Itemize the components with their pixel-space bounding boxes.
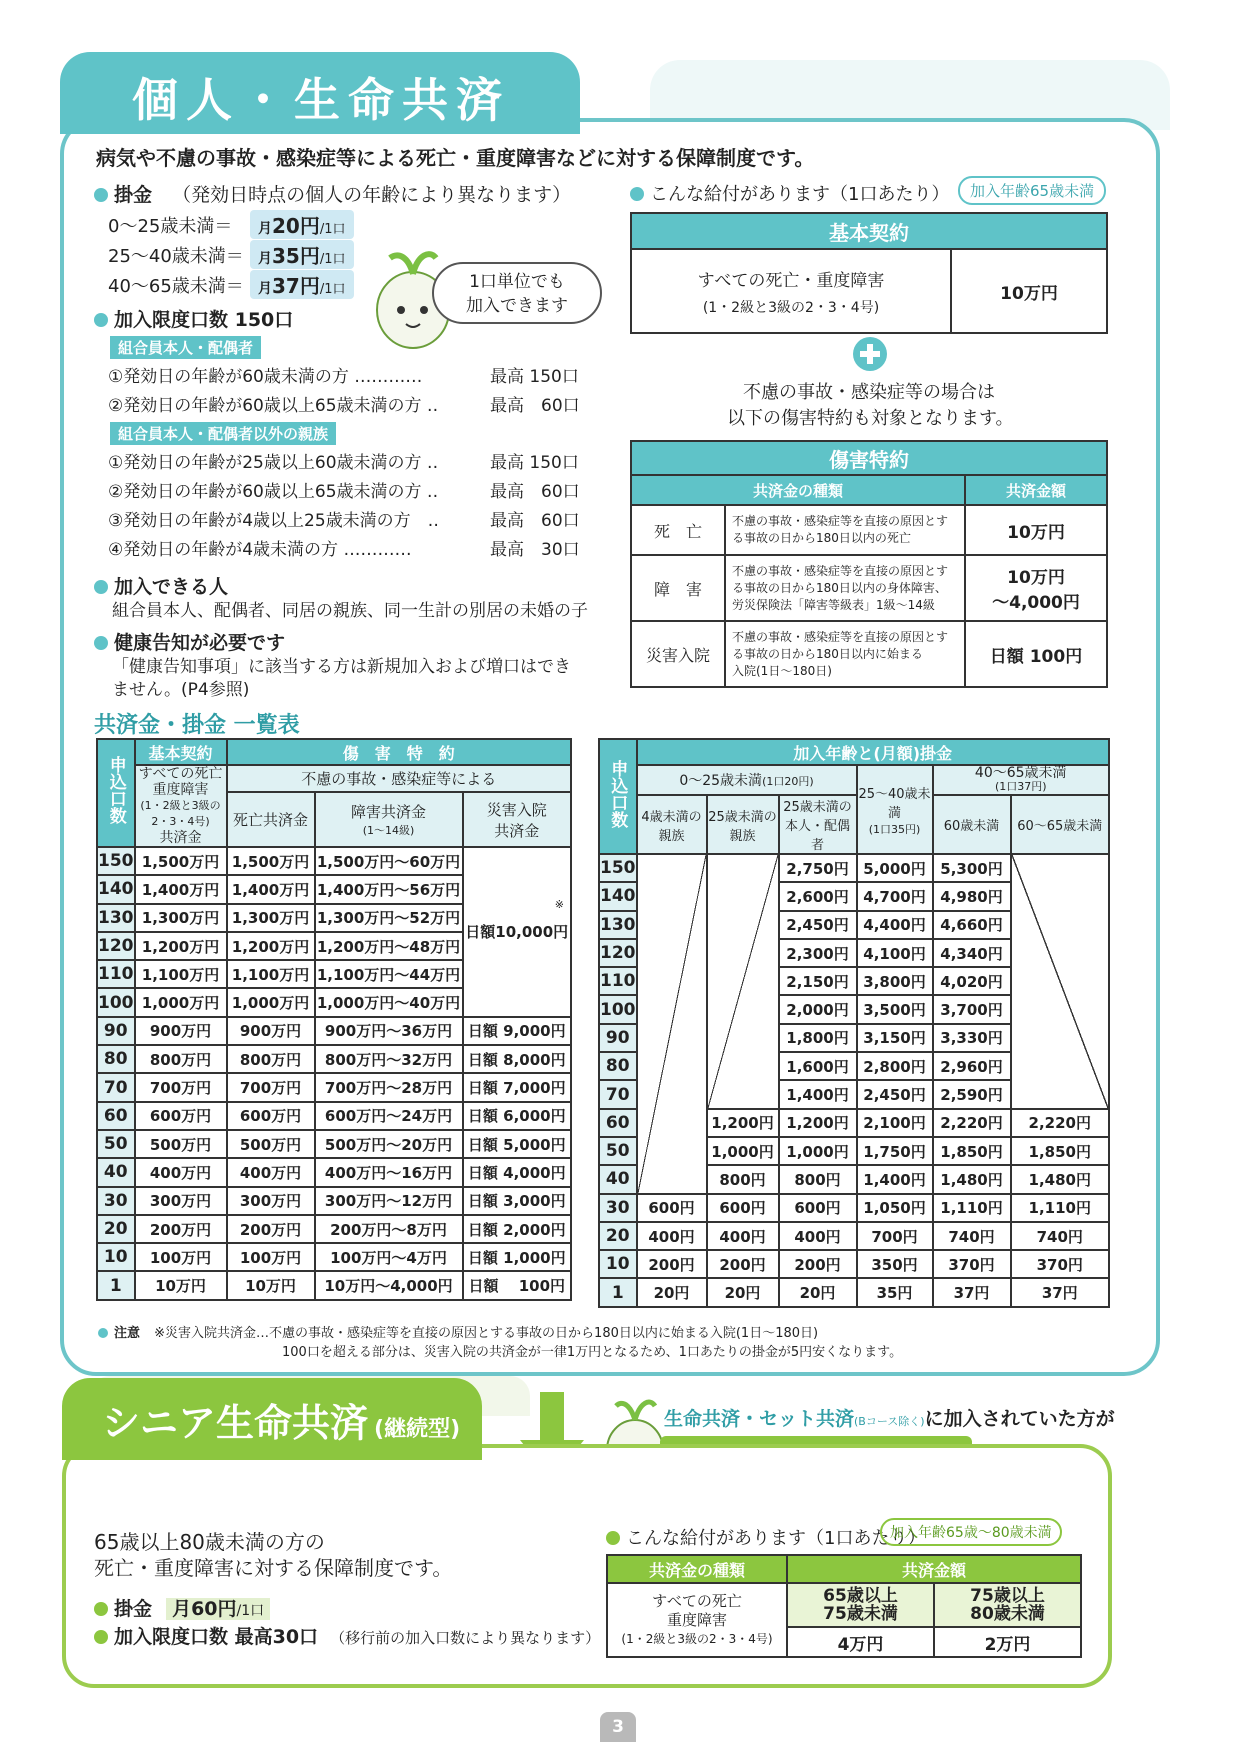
hospital-cell: 日額 3,000円 — [463, 1187, 572, 1215]
premium-cell: 1,110円 — [933, 1194, 1011, 1222]
basic-item: すべての死亡・重度障害 (1・2級と3級の2・3・4号) — [631, 249, 951, 333]
premium-cell: 4,020円 — [933, 967, 1011, 995]
premium-cell: 5,300円 — [933, 854, 1011, 882]
plus-note-2: 以下の傷害特約も対象となります。 — [727, 408, 1014, 429]
injury-type: 死 亡 — [631, 505, 725, 555]
hospital-cell: 日額 100円 — [463, 1271, 572, 1299]
value-cell: 700万円～28万円 — [315, 1073, 463, 1101]
units-cell: 90 — [97, 1017, 135, 1045]
hospital-top-cell: ※ 日額10,000円 — [463, 847, 572, 1017]
premium-cell: 2,600円 — [779, 882, 857, 910]
table-row — [97, 847, 571, 875]
units-cell: 100 — [97, 988, 135, 1016]
senior-benefit-table — [606, 1554, 1082, 1658]
col-type: 共済金の種類 — [631, 475, 965, 505]
table-row — [97, 1187, 571, 1215]
bullet-icon — [630, 187, 644, 201]
value-cell: 900万円 — [135, 1017, 227, 1045]
premium-cell: 1,400円 — [857, 1165, 933, 1193]
health-line1: 「健康告知事項」に該当する方は新規加入および増口はでき — [112, 657, 571, 677]
units-cell: 40 — [97, 1158, 135, 1186]
premium-cell: 200円 — [779, 1250, 857, 1278]
senior-col-type: 共済金の種類 — [607, 1555, 787, 1583]
table-row — [97, 1017, 571, 1045]
premium-cell: 1,800円 — [779, 1024, 857, 1052]
limit-max: 最高 150口 — [490, 453, 579, 473]
bullet-icon — [94, 188, 108, 202]
premium-cell: 800円 — [779, 1165, 857, 1193]
hospital-header: 災害入院 共済金 — [463, 792, 572, 847]
premium-cell: 4,400円 — [857, 911, 933, 939]
units-cell: 40 — [599, 1165, 637, 1193]
units-cell: 130 — [599, 911, 637, 939]
value-cell: 1,200万円 — [227, 932, 315, 960]
bullet-icon — [98, 1328, 108, 1338]
senior-item: すべての死亡 重度障害 (1・2級と3級の2・3・4号) — [607, 1583, 787, 1657]
limit-max: 最高 60口 — [490, 511, 580, 531]
value-cell: 1,300万円 — [227, 904, 315, 932]
premium-cell: 740円 — [933, 1222, 1011, 1250]
page-number: 3 — [600, 1712, 636, 1742]
hospital-cell: 日額 6,000円 — [463, 1102, 572, 1130]
table-row — [97, 1215, 571, 1243]
value-cell: 600万円 — [227, 1102, 315, 1130]
premium-cell: 4,660円 — [933, 911, 1011, 939]
value-cell: 500万円 — [227, 1130, 315, 1158]
injury-header: 傷害特約 — [631, 441, 1107, 475]
hospital-cell: 日額 2,000円 — [463, 1215, 572, 1243]
bullet-icon — [94, 1630, 108, 1644]
value-cell: 800万円 — [135, 1045, 227, 1073]
bullet-icon — [94, 313, 108, 327]
list-title: 共済金・掛金 一覧表 — [94, 713, 300, 738]
value-cell: 1,500万円 — [135, 847, 227, 875]
premium-cell: 1,200円 — [779, 1109, 857, 1137]
value-cell: 600万円～24万円 — [315, 1102, 463, 1130]
child-under4-header: 4歳未満の親族 — [637, 795, 707, 854]
premium-cell: 20円 — [637, 1278, 707, 1306]
units-cell: 60 — [599, 1109, 637, 1137]
bullet-icon — [94, 636, 108, 650]
premium-cell: 2,590円 — [933, 1080, 1011, 1108]
injury-desc: 不慮の事故・感染症等を直接の原因とす る事故の日から180日以内に始まる 入院(1日～180日) — [725, 621, 965, 687]
premium-cell: 2,300円 — [779, 939, 857, 967]
units-cell: 100 — [599, 995, 637, 1023]
limit-heading: 加入限度口数 150口 — [94, 305, 293, 332]
units-cell: 60 — [97, 1102, 135, 1130]
premium-cell: 200円 — [637, 1250, 707, 1278]
premium-heading: 掛金 （発効日時点の個人の年齢により異なります） — [94, 180, 571, 207]
value-cell: 800万円 — [227, 1045, 315, 1073]
hospital-cell: 日額 7,000円 — [463, 1073, 572, 1101]
units-cell: 150 — [599, 854, 637, 882]
premium-cell: 4,980円 — [933, 882, 1011, 910]
value-cell: 1,000万円～40万円 — [315, 988, 463, 1016]
units-cell: 80 — [97, 1045, 135, 1073]
value-cell: 400万円 — [135, 1158, 227, 1186]
senior-title: シニア生命共済 (継続型) — [62, 1378, 482, 1460]
basic-header: 基本契約 — [631, 213, 1107, 249]
table-row — [97, 1073, 571, 1101]
value-cell: 500万円～20万円 — [315, 1130, 463, 1158]
premium-cell: 1,480円 — [1011, 1165, 1110, 1193]
age-0-25-header: 0～25歳未満(1口20円) — [637, 765, 857, 795]
value-cell: 1,100万円 — [135, 960, 227, 988]
premium-cell: 2,800円 — [857, 1052, 933, 1080]
injury-desc: 不慮の事故・感染症等を直接の原因とす る事故の日から180日以内の死亡 — [725, 505, 965, 555]
premium-cell: 2,000円 — [779, 995, 857, 1023]
value-cell: 400万円～16万円 — [315, 1158, 463, 1186]
age-premium-header: 加入年齢と(月額)掛金 — [637, 739, 1110, 765]
premium-cell: 2,450円 — [779, 911, 857, 939]
col-amount: 共済金額 — [965, 475, 1107, 505]
units-cell: 110 — [599, 967, 637, 995]
premium-cell: 600円 — [707, 1194, 779, 1222]
value-cell: 100万円～4万円 — [315, 1243, 463, 1271]
value-cell: 800万円～32万円 — [315, 1045, 463, 1073]
premium-cell: 1,480円 — [933, 1165, 1011, 1193]
premium-age: 25～40歳未満＝ — [108, 246, 244, 267]
units-cell: 120 — [599, 939, 637, 967]
injury-amount: 10万円 ～4,000円 — [965, 555, 1107, 621]
value-cell: 400万円 — [227, 1158, 315, 1186]
relative-under25-header: 25歳未満の親族 — [707, 795, 779, 854]
value-cell: 100万円 — [227, 1243, 315, 1271]
injury-header: 傷 害 特 約 — [227, 739, 572, 765]
premium-cell: 3,700円 — [933, 995, 1011, 1023]
senior-amount-2: 2万円 — [934, 1627, 1081, 1657]
units-cell: 120 — [97, 932, 135, 960]
health-line2: ません。(P4参照) — [112, 680, 250, 700]
value-cell: 1,000万円 — [135, 988, 227, 1016]
note-1: 注意 ※災害入院共済金…不慮の事故・感染症等を直接の原因とする事故の日から180日以内に始まる入院(1日～180日) — [98, 1322, 818, 1341]
limit-max: 最高 150口 — [490, 367, 579, 387]
premium-cell: 35円 — [857, 1278, 933, 1306]
value-cell: 1,300万円～52万円 — [315, 904, 463, 932]
limit-condition: ③発効日の年齢が4歳以上25歳未満の方 ‥ — [108, 511, 440, 531]
hospital-cell: 日額 5,000円 — [463, 1130, 572, 1158]
premium-cell: 740円 — [1011, 1222, 1110, 1250]
group2-tag: 組合員本人・配偶者以外の親族 — [110, 422, 336, 445]
units-cell: 1 — [599, 1278, 637, 1306]
health-heading: 健康告知が必要です — [94, 628, 285, 655]
premium-amount: 月20円/1口 — [250, 210, 354, 239]
hospital-cell: 日額 8,000円 — [463, 1045, 572, 1073]
premium-table — [598, 738, 1110, 1308]
value-cell: 1,100万円～44万円 — [315, 960, 463, 988]
premium-cell: 1,110円 — [1011, 1194, 1110, 1222]
units-header: 申込口数 — [97, 739, 135, 847]
senior-col-amount: 共済金額 — [787, 1555, 1081, 1583]
premium-cell: 2,150円 — [779, 967, 857, 995]
premium-cell: 1,850円 — [933, 1137, 1011, 1165]
units-cell: 50 — [97, 1130, 135, 1158]
eligible-heading: 加入できる人 — [94, 572, 228, 599]
premium-cell: 2,220円 — [933, 1109, 1011, 1137]
table-row — [599, 1222, 1109, 1250]
premium-cell: 1,750円 — [857, 1137, 933, 1165]
table-row — [97, 1045, 571, 1073]
limit-condition: ①発効日の年齢が60歳未満の方 ‥‥‥‥‥‥ — [108, 367, 423, 387]
premium-cell: 1,000円 — [779, 1137, 857, 1165]
self-under25-header: 25歳未満の本人・配偶者 — [779, 795, 857, 854]
premium-cell: 1,850円 — [1011, 1137, 1110, 1165]
premium-cell: 200円 — [707, 1250, 779, 1278]
value-cell: 1,200万円～48万円 — [315, 932, 463, 960]
premium-cell: 1,400円 — [779, 1080, 857, 1108]
premium-cell: 3,500円 — [857, 995, 933, 1023]
units-cell: 70 — [599, 1080, 637, 1108]
premium-cell: 4,700円 — [857, 882, 933, 910]
premium-cell: 2,750円 — [779, 854, 857, 882]
limit-max: 最高 30口 — [490, 540, 580, 560]
premium-cell: 4,340円 — [933, 939, 1011, 967]
senior-premium: 掛金 月60円/1口 — [94, 1594, 270, 1621]
hospital-cell: 日額 9,000円 — [463, 1017, 572, 1045]
units-cell: 70 — [97, 1073, 135, 1101]
eligible-text: 組合員本人、配偶者、同居の親族、同一生計の別居の未婚の子 — [112, 601, 588, 621]
premium-cell: 370円 — [933, 1250, 1011, 1278]
value-cell: 1,500万円～60万円 — [315, 847, 463, 875]
benefit-amount-table — [96, 738, 572, 1301]
basic-header: 基本契約 — [135, 739, 227, 765]
table-row — [599, 1278, 1109, 1306]
plus-icon — [852, 336, 888, 372]
table-row — [97, 1130, 571, 1158]
premium-cell: 20円 — [707, 1278, 779, 1306]
premium-cell: 400円 — [779, 1222, 857, 1250]
group1-tag: 組合員本人・配偶者 — [110, 336, 261, 359]
premium-cell: 400円 — [637, 1222, 707, 1250]
premium-cell: 3,800円 — [857, 967, 933, 995]
speech-bubble: 1口単位でも 加入できます — [432, 262, 602, 324]
units-cell: 130 — [97, 904, 135, 932]
table-row — [97, 1158, 571, 1186]
value-cell: 300万円 — [227, 1187, 315, 1215]
premium-cell: 1,000円 — [707, 1137, 779, 1165]
senior-limit: 加入限度口数 最高30口 （移行前の加入口数により異なります） — [94, 1622, 600, 1649]
senior-band-1: 65歳以上 75歳未満 — [787, 1583, 934, 1627]
premium-cell: 37円 — [933, 1278, 1011, 1306]
units-cell: 30 — [599, 1194, 637, 1222]
premium-cell: 600円 — [779, 1194, 857, 1222]
senior-age-badge: 加入年齢65歳～80歳未満 — [880, 1518, 1062, 1546]
injury-amount: 日額 100円 — [965, 621, 1107, 687]
value-cell: 1,400万円 — [135, 875, 227, 903]
premium-cell: 350円 — [857, 1250, 933, 1278]
limit-condition: ②発効日の年齢が60歳以上65歳未満の方 ‥ — [108, 396, 439, 416]
value-cell: 300万円 — [135, 1187, 227, 1215]
senior-intro-1: 65歳以上80歳未満の方の — [94, 1530, 325, 1554]
value-cell: 200万円 — [227, 1215, 315, 1243]
value-cell: 10万円 — [227, 1271, 315, 1299]
injury-type: 災害入院 — [631, 621, 725, 687]
units-cell: 20 — [97, 1215, 135, 1243]
value-cell: 1,000万円 — [227, 988, 315, 1016]
basic-subheader: すべての死亡 重度障害 (1・2級と3級の2・3・4号) 共済金 — [135, 765, 227, 847]
bullet-icon — [606, 1531, 620, 1545]
premium-age: 40～65歳未満＝ — [108, 276, 244, 297]
premium-cell: 370円 — [1011, 1250, 1110, 1278]
premium-cell: 600円 — [637, 1194, 707, 1222]
injury-desc: 不慮の事故・感染症等を直接の原因とす る事故の日から180日以内の身体障害、 労災保険法「障害等級表」1級～14級 — [725, 555, 965, 621]
premium-cell: 2,450円 — [857, 1080, 933, 1108]
section-title: 個人・生命共済 — [60, 52, 580, 134]
table-row — [97, 1271, 571, 1299]
premium-cell: 700円 — [857, 1222, 933, 1250]
units-cell: 140 — [599, 882, 637, 910]
premium-cell: 1,600円 — [779, 1052, 857, 1080]
hospital-cell: 日額 4,000円 — [463, 1158, 572, 1186]
units-header: 申込口数 — [599, 739, 637, 854]
value-cell: 200万円 — [135, 1215, 227, 1243]
value-cell: 200万円～8万円 — [315, 1215, 463, 1243]
value-cell: 1,100万円 — [227, 960, 315, 988]
premium-cell: 2,220円 — [1011, 1109, 1110, 1137]
units-cell: 20 — [599, 1222, 637, 1250]
units-cell: 10 — [97, 1243, 135, 1271]
units-cell: 80 — [599, 1052, 637, 1080]
basic-contract-table — [630, 212, 1108, 334]
table-row — [599, 1250, 1109, 1278]
value-cell: 500万円 — [135, 1130, 227, 1158]
limit-condition: ②発効日の年齢が60歳以上65歳未満の方 ‥ — [108, 482, 439, 502]
disability-header: 障害共済金 (1～14級) — [315, 792, 463, 847]
premium-cell: 37円 — [1011, 1278, 1110, 1306]
value-cell: 600万円 — [135, 1102, 227, 1130]
premium-cell: 2,100円 — [857, 1109, 933, 1137]
limit-condition: ①発効日の年齢が25歳以上60歳未満の方 ‥ — [108, 453, 439, 473]
premium-cell: 20円 — [779, 1278, 857, 1306]
premium-cell: 800円 — [707, 1165, 779, 1193]
cause-header: 不慮の事故・感染症等による — [227, 765, 572, 792]
value-cell: 1,400万円～56万円 — [315, 875, 463, 903]
bullet-icon — [94, 580, 108, 594]
limit-condition: ④発効日の年齢が4歳未満の方 ‥‥‥‥‥‥ — [108, 540, 412, 560]
value-cell: 1,500万円 — [227, 847, 315, 875]
bullet-icon — [94, 1602, 108, 1616]
premium-cell: 3,330円 — [933, 1024, 1011, 1052]
premium-amount: 月37円/1口 — [250, 270, 354, 299]
injury-amount: 10万円 — [965, 505, 1107, 555]
premium-cell: 1,200円 — [707, 1109, 779, 1137]
premium-cell: 3,150円 — [857, 1024, 933, 1052]
value-cell: 1,200万円 — [135, 932, 227, 960]
premium-amount: 月35円/1口 — [250, 240, 354, 269]
premium-cell: 5,000円 — [857, 854, 933, 882]
limit-max: 最高 60口 — [490, 482, 580, 502]
premium-cell: 1,050円 — [857, 1194, 933, 1222]
units-cell: 140 — [97, 875, 135, 903]
units-cell: 1 — [97, 1271, 135, 1299]
senior-banner-1: 生命共済・セット共済(Bコース除く)に加入されていた方が — [664, 1408, 1115, 1430]
table-row — [599, 854, 1109, 882]
60-65-header: 60～65歳未満 — [1011, 795, 1110, 854]
section-intro: 病気や不慮の事故・感染症等による死亡・重度障害などに対する保障制度です。 — [96, 146, 815, 170]
value-cell: 900万円～36万円 — [315, 1017, 463, 1045]
units-cell: 10 — [599, 1250, 637, 1278]
plus-note-1: 不慮の事故・感染症等の場合は — [743, 382, 995, 403]
senior-band-2: 75歳以上 80歳未満 — [934, 1583, 1081, 1627]
age-25-40-header: 25～40歳未満 (1口35円) — [857, 765, 933, 854]
age-badge: 加入年齢65歳未満 — [958, 176, 1106, 205]
note-2: 100口を超える部分は、災害入院の共済金が一律1万円となるため、1口あたりの掛金が5円安くなります。 — [282, 1345, 903, 1360]
hospital-cell: 日額 1,000円 — [463, 1243, 572, 1271]
premium-cell: 4,100円 — [857, 939, 933, 967]
table-row — [97, 1243, 571, 1271]
benefits-heading: こんな給付があります（1口あたり） — [630, 180, 949, 206]
units-cell: 110 — [97, 960, 135, 988]
senior-amount-1: 4万円 — [787, 1627, 934, 1657]
senior-benefit-heading: こんな給付があります（1口あたり） — [606, 1524, 925, 1550]
basic-amount: 10万円 — [951, 249, 1107, 333]
value-cell: 100万円 — [135, 1243, 227, 1271]
injury-type: 障 害 — [631, 555, 725, 621]
value-cell: 900万円 — [227, 1017, 315, 1045]
value-cell: 300万円～12万円 — [315, 1187, 463, 1215]
value-cell: 10万円～4,000円 — [315, 1271, 463, 1299]
senior-intro-2: 死亡・重度障害に対する保障制度です。 — [94, 1556, 453, 1580]
premium-cell: 400円 — [707, 1222, 779, 1250]
units-cell: 150 — [97, 847, 135, 875]
injury-rider-table — [630, 440, 1108, 688]
table-row — [97, 1102, 571, 1130]
death-header: 死亡共済金 — [227, 792, 315, 847]
units-cell: 90 — [599, 1024, 637, 1052]
units-cell: 50 — [599, 1137, 637, 1165]
premium-age: 0～25歳未満＝ — [108, 216, 233, 237]
units-cell: 30 — [97, 1187, 135, 1215]
na-cell — [1011, 854, 1110, 1109]
under60-header: 60歳未満 — [933, 795, 1011, 854]
value-cell: 700万円 — [227, 1073, 315, 1101]
table-row — [599, 1194, 1109, 1222]
na-cell — [707, 854, 779, 1109]
limit-max: 最高 60口 — [490, 396, 580, 416]
age-40-65-header: 40～65歳未満 (1口37円) — [933, 765, 1110, 795]
value-cell: 1,300万円 — [135, 904, 227, 932]
value-cell: 1,400万円 — [227, 875, 315, 903]
na-cell — [637, 854, 707, 1194]
value-cell: 700万円 — [135, 1073, 227, 1101]
value-cell: 10万円 — [135, 1271, 227, 1299]
premium-cell: 2,960円 — [933, 1052, 1011, 1080]
